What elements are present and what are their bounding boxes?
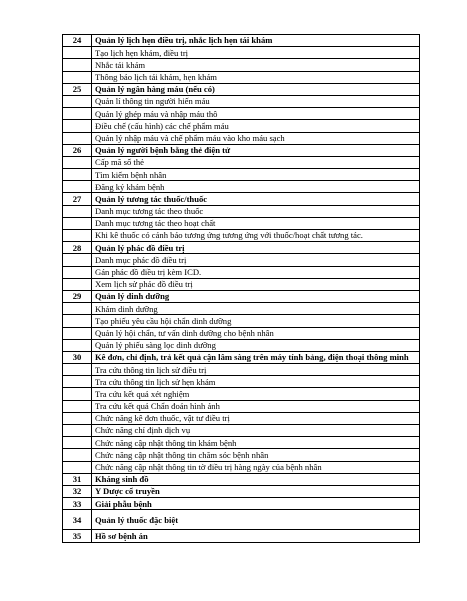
row-number-cell: 35 [63,530,92,542]
row-number-cell: 30 [63,351,92,363]
table-row [63,59,420,71]
row-number-cell [63,303,92,315]
table-row [63,449,420,461]
row-number-cell [63,388,92,400]
table-row [63,400,420,412]
table-group-row [63,193,420,205]
function-cell: Chức năng cập nhật thông tin chăm sóc bệnh nhân [92,449,420,461]
row-number-cell: 26 [63,144,92,156]
feature-table-body [63,35,420,543]
row-number-cell [63,217,92,229]
row-number-cell: 34 [63,510,92,530]
group-title-cell: Y Dược cổ truyền [92,485,420,497]
function-cell: Điều chế (cấu hình) các chế phẩm máu [92,120,420,132]
table-group-row [63,144,420,156]
table-row [63,376,420,388]
group-title-cell: Quản lý người bệnh bằng thẻ điện tử [92,144,420,156]
table-row [63,278,420,290]
row-number-cell [63,47,92,59]
row-number-cell [63,449,92,461]
table-row [63,95,420,107]
function-cell: Chức năng kê đơn thuốc, vật tư điều trị [92,412,420,424]
group-title-cell: Quản lý dinh dưỡng [92,290,420,302]
row-number-cell: 31 [63,473,92,485]
table-group-row [63,530,420,542]
table-row [63,217,420,229]
row-number-cell [63,230,92,242]
function-cell: Quản lý nhập máu và chế phẩm máu vào kho máu sạch [92,132,420,144]
row-number-cell [63,254,92,266]
group-title-cell: Quản lý thuốc đặc biệt [92,510,420,530]
table-row [63,254,420,266]
table-row [63,339,420,351]
row-number-cell [63,205,92,217]
table-row [63,266,420,278]
table-row [63,132,420,144]
row-number-cell [63,327,92,339]
function-cell: Thông báo lịch tái khám, hẹn khám [92,71,420,83]
table-group-row [63,510,420,530]
table-group-row [63,485,420,497]
table-group-row [63,351,420,363]
function-cell: Gán phác đồ điều trị kèm ICD. [92,266,420,278]
table-group-row [63,242,420,254]
row-number-cell [63,156,92,168]
row-number-cell [63,132,92,144]
row-number-cell: 27 [63,193,92,205]
feature-table [62,34,420,543]
table-row [63,47,420,59]
row-number-cell [63,425,92,437]
function-cell: Quản lý ghép máu và nhập máu thô [92,108,420,120]
function-cell: Quản lí thông tin người hiến máu [92,95,420,107]
table-row [63,71,420,83]
row-number-cell [63,437,92,449]
row-number-cell: 29 [63,290,92,302]
function-cell: Nhắc tái khám [92,59,420,71]
table-group-row [63,35,420,47]
table-group-row [63,83,420,95]
function-cell: Tạo lịch hẹn khám, điều trị [92,47,420,59]
row-number-cell [63,95,92,107]
row-number-cell: 28 [63,242,92,254]
row-number-cell [63,59,92,71]
function-cell: Tạo phiếu yêu cầu hội chẩn dinh dưỡng [92,315,420,327]
row-number-cell [63,412,92,424]
function-cell: Khi kê thuốc có cảnh báo tương ứng tương ứng với thuốc/hoạt chất tương tác. [92,230,420,242]
table-row [63,169,420,181]
table-row [63,327,420,339]
table-row [63,108,420,120]
row-number-cell [63,376,92,388]
group-title-cell: Quản lý phác đồ điều trị [92,242,420,254]
function-cell: Tra cứu kết quả Chẩn đoán hình ảnh [92,400,420,412]
function-cell: Danh mục tương tác theo hoạt chất [92,217,420,229]
table-row [63,412,420,424]
row-number-cell [63,461,92,473]
table-row [63,156,420,168]
row-number-cell: 33 [63,498,92,510]
function-cell: Chức năng cập nhật thông tin khám bệnh [92,437,420,449]
table-row [63,437,420,449]
row-number-cell: 24 [63,35,92,47]
group-title-cell: Kháng sinh đồ [92,473,420,485]
function-cell: Tra cứu thông tin lịch sử hẹn khám [92,376,420,388]
function-cell: Quản lý hội chẩn, tư vấn dinh dưỡng cho bệnh nhân [92,327,420,339]
table-row [63,425,420,437]
row-number-cell [63,278,92,290]
row-number-cell [63,108,92,120]
function-cell: Xem lịch sử phác đồ điều trị [92,278,420,290]
row-number-cell [63,169,92,181]
function-cell: Quản lý phiếu sàng lọc dinh dưỡng [92,339,420,351]
function-cell: Danh mục tương tác theo thuốc [92,205,420,217]
table-row [63,120,420,132]
row-number-cell: 32 [63,485,92,497]
row-number-cell [63,71,92,83]
group-title-cell: Quản lý lịch hẹn điều trị, nhắc lịch hẹn tái khám [92,35,420,47]
row-number-cell [63,120,92,132]
group-title-cell: Kê đơn, chỉ định, trả kết quả cận lâm sàng trên máy tính bảng, điện thoại thông minh [92,351,420,363]
table-row [63,388,420,400]
function-cell: Tra cứu thông tin lịch sử điều trị [92,364,420,376]
row-number-cell [63,339,92,351]
function-cell: Chức năng chỉ định dịch vụ [92,425,420,437]
group-title-cell: Quản lý ngân hàng máu (nếu có) [92,83,420,95]
row-number-cell: 25 [63,83,92,95]
table-row [63,364,420,376]
group-title-cell: Hồ sơ bệnh án [92,530,420,542]
row-number-cell [63,266,92,278]
function-cell: Tra cứu kết quả xét nghiệm [92,388,420,400]
function-cell: Chức năng cập nhật thông tin tờ điều trị hàng ngày của bệnh nhân [92,461,420,473]
group-title-cell: Giải phẫu bệnh [92,498,420,510]
function-cell: Tìm kiếm bệnh nhân [92,169,420,181]
row-number-cell [63,315,92,327]
row-number-cell [63,364,92,376]
row-number-cell [63,181,92,193]
function-cell: Danh mục phác đồ điều trị [92,254,420,266]
table-row [63,315,420,327]
function-cell: Khám dinh dưỡng [92,303,420,315]
row-number-cell [63,400,92,412]
group-title-cell: Quản lý tương tác thuốc/thuốc [92,193,420,205]
table-row [63,230,420,242]
table-group-row [63,473,420,485]
table-row [63,181,420,193]
table-row [63,461,420,473]
table-row [63,303,420,315]
table-row [63,205,420,217]
table-group-row [63,290,420,302]
table-group-row [63,498,420,510]
function-cell: Cấp mã số thẻ [92,156,420,168]
function-cell: Đăng ký khám bệnh [92,181,420,193]
